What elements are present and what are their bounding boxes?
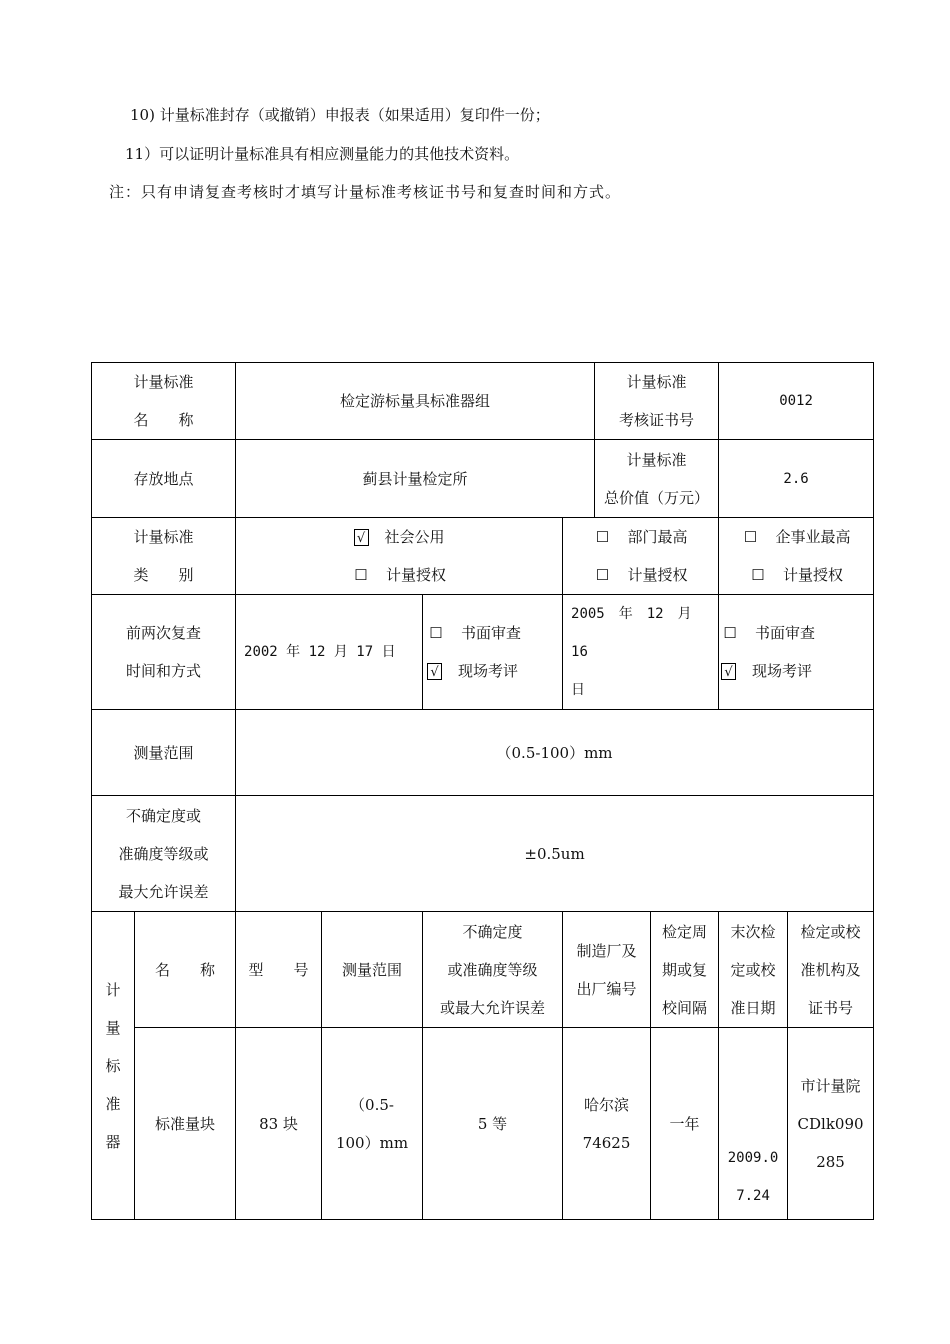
checkbox-enterprise-auth[interactable]: ☐ 计量授权 [719,556,873,594]
cell-org: 市计量院 CDlk090 285 [788,1028,874,1220]
checkbox-empty-icon[interactable]: ☐ [751,566,765,584]
standard-form-table [91,362,874,1220]
checkbox-empty-icon[interactable]: ☐ [723,624,737,642]
review1-date: 2002 年 12 月 17 日 [236,595,423,710]
checkbox-empty-icon[interactable]: ☐ [354,566,368,584]
note-remark: 注：只有申请复查考核时才填写计量标准考核证书号和复查时间和方式。 [109,183,622,201]
name-label: 计量标准 名 称 [92,363,236,440]
row-name [92,363,874,440]
cell-model: 83 块 [236,1028,322,1220]
note-item-11: 11）可以证明计量标准具有相应测量能力的其他技术资料。 [125,145,520,163]
checkbox-public-auth[interactable]: ☐ 计量授权 [236,556,562,594]
row-category [92,518,874,595]
checkbox-empty-icon[interactable]: ☐ [595,528,610,546]
total-label: 计量标准 总价值（万元） [595,440,719,518]
location-label: 存放地点 [92,440,236,518]
checkbox-empty-icon[interactable]: ☐ [429,624,443,642]
name-value: 检定游标量具标准器组 [236,363,595,440]
checkbox-dept-auth[interactable]: ☐ 计量授权 [563,556,718,594]
header-period: 检定周 期或复 校间隔 [651,912,719,1028]
cert-value: 0012 [719,363,874,440]
uncertainty-value: ±0.5um [236,796,874,912]
header-name: 名 称 [135,912,236,1028]
cell-uncertainty: 5 等 [423,1028,563,1220]
range-value: （0.5-100）mm [236,710,874,796]
checkbox-empty-icon[interactable]: ☐ [743,528,758,546]
row-review [92,595,874,710]
header-maker: 制造厂及 出厂编号 [563,912,651,1028]
checkbox-public[interactable]: √ 社会公用 [236,518,562,556]
checkbox-checked-icon[interactable]: √ [427,663,442,680]
review1-written-option[interactable]: ☐ 书面审查 [423,614,562,652]
category-enterprise-cell [719,518,874,595]
review2-method [719,595,874,710]
cert-label: 计量标准 考核证书号 [595,363,719,440]
header-last-date: 末次检 定或校 准日期 [719,912,788,1028]
review-label: 前两次复查 时间和方式 [92,595,236,710]
review2-onsite-option[interactable]: √ 现场考评 [719,652,873,690]
category-public-cell [236,518,563,595]
checkbox-dept[interactable]: ☐ 部门最高 [563,518,718,556]
cell-maker: 哈尔滨 74625 [563,1028,651,1220]
review1-method [423,595,563,710]
cell-period: 一年 [651,1028,719,1220]
equipment-side-label: 计 量 标 准 器 [92,912,135,1220]
total-value: 2.6 [719,440,874,518]
range-label: 测量范围 [92,710,236,796]
row-range [92,710,874,796]
header-model: 型 号 [236,912,322,1028]
header-range: 测量范围 [322,912,423,1028]
review2-date: 2005 年 12 月 16 日 [563,595,719,710]
uncertainty-label: 不确定度或 准确度等级或 最大允许误差 [92,796,236,912]
header-org: 检定或校 准机构及 证书号 [788,912,874,1028]
checkbox-checked-icon[interactable]: √ [354,529,369,546]
checkbox-enterprise[interactable]: ☐ 企事业最高 [719,518,873,556]
location-value: 蓟县计量检定所 [236,440,595,518]
equipment-header-row [92,912,874,1028]
cell-range: （0.5- 100）mm [322,1028,423,1220]
checkbox-checked-icon[interactable]: √ [721,663,736,680]
category-label: 计量标准 类 别 [92,518,236,595]
row-uncertainty [92,796,874,912]
cell-name: 标准量块 [135,1028,236,1220]
table-row [92,1028,874,1220]
note-item-10: 10) 计量标准封存（或撤销）申报表（如果适用）复印件一份； [130,106,550,124]
checkbox-empty-icon[interactable]: ☐ [595,566,610,584]
cell-last-date: 2009.0 7.24 [719,1028,788,1220]
review2-written-option[interactable]: ☐ 书面审查 [719,614,873,652]
row-location [92,440,874,518]
review1-onsite-option[interactable]: √ 现场考评 [423,652,562,690]
category-dept-cell [563,518,719,595]
header-uncertainty: 不确定度 或准确度等级 或最大允许误差 [423,912,563,1028]
